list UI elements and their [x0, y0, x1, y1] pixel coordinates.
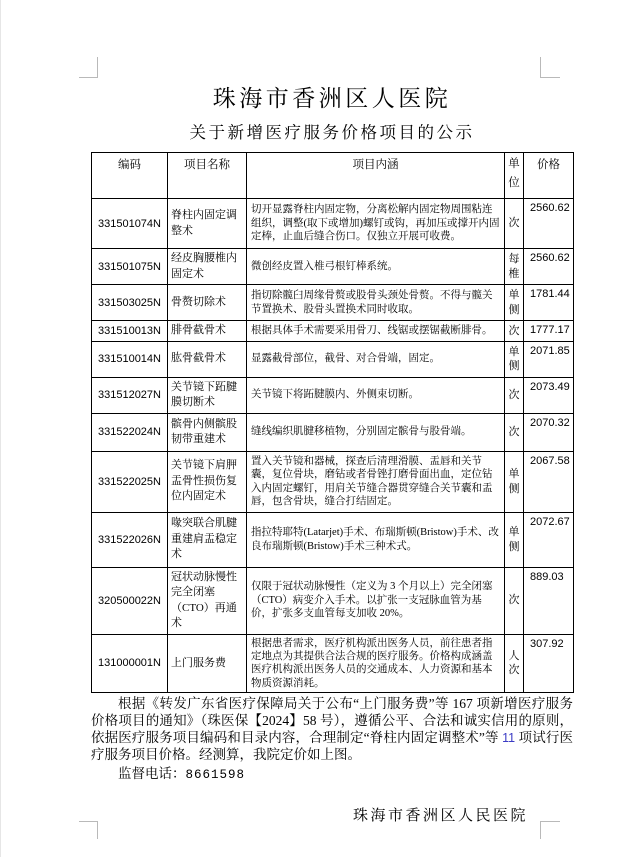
name-cell: 经皮胸腰椎内固定术 — [168, 249, 247, 285]
content-cell: 显露截骨部位，截骨、对合骨端，固定。 — [247, 341, 505, 377]
header-name: 项目名称 — [168, 153, 247, 199]
name-cell: 骨赘切除术 — [168, 285, 247, 321]
content-cell: 指切除髋臼周缘骨赘或股骨头颈处骨赘。不得与髋关节置换术、股骨头置换术同时收取。 — [247, 285, 505, 321]
content-cell: 关节镜下将跖腱膜内、外侧束切断。 — [247, 377, 505, 413]
name-cell: 冠状动脉慢性完全闭塞（CTO）再通术 — [168, 567, 247, 634]
unit-cell: 每椎 — [505, 249, 524, 285]
name-cell: 腓骨截骨术 — [168, 321, 247, 342]
code-cell: 331501075N — [92, 249, 168, 285]
page-subtitle: 关于新增医疗服务价格项目的公示 — [189, 123, 475, 142]
unit-cell: 次 — [505, 199, 524, 249]
code-cell: 331522025N — [92, 451, 168, 512]
content-cell: 根据具体手术需要采用骨刀、线锯或摆锯截断腓骨。 — [247, 321, 505, 342]
content-cell: 仅限于冠状动脉慢性（定义为 3 个月以上）完全闭塞（CTO）病变介入手术。以扩张一支冠脉血管为基价，扩张多支血管每支加收 20%。 — [247, 567, 505, 634]
name-cell: 脊柱内固定调整术 — [168, 199, 247, 249]
price-table — [91, 152, 574, 693]
footer-paragraph — [91, 696, 573, 763]
unit-cell: 次 — [505, 377, 524, 413]
code-cell: 331512027N — [92, 377, 168, 413]
header-price: 价格 — [524, 153, 574, 199]
unit-cell: 次 — [505, 567, 524, 634]
header-unit: 单位 — [505, 153, 524, 199]
footer-text-after: 项试行医疗服务项目价格。经测算，我院定价如上图。 — [91, 729, 573, 762]
header-content: 项目内涵 — [247, 153, 505, 199]
unit-cell: 人次 — [505, 634, 524, 693]
unit-cell: 次 — [505, 321, 524, 342]
content-cell: 切开显露脊柱内固定物，分离松解内固定物周围粘连组织，调整(取下或增加)螺钉或钩，再加压或撑开内固定棒，止血后缝合伤口。仅独立开展可收费。 — [247, 199, 505, 249]
price-cell: 2067.58 — [524, 451, 574, 512]
phone-number: 8661598 — [185, 768, 246, 783]
price-cell: 2072.67 — [524, 512, 574, 567]
code-cell: 131000001N — [92, 634, 168, 693]
table-row — [92, 377, 574, 413]
unit-cell: 单侧 — [505, 512, 524, 567]
name-cell: 喙突联合肌腱重建肩盂稳定术 — [168, 512, 247, 567]
price-cell: 2560.62 — [524, 199, 574, 249]
highlighted-item-count: 11 — [502, 730, 516, 745]
price-cell: 1781.44 — [524, 285, 574, 321]
table-row — [92, 567, 574, 634]
table-row — [92, 634, 574, 693]
price-cell: 889.03 — [524, 567, 574, 634]
header-code: 编码 — [92, 153, 168, 199]
unit-cell: 单侧 — [505, 341, 524, 377]
page-title: 珠海市香洲区人医院 — [212, 86, 452, 111]
price-cell: 2073.49 — [524, 377, 574, 413]
code-cell: 331522024N — [92, 413, 168, 451]
table-row — [92, 451, 574, 512]
table-row — [92, 199, 574, 249]
code-cell: 320500022N — [92, 567, 168, 634]
name-cell: 髌骨内侧髌股韧带重建术 — [168, 413, 247, 451]
name-cell: 关节镜下肩胛盂骨性损伤复位内固定术 — [168, 451, 247, 512]
table-row — [92, 512, 574, 567]
page-left-edge — [0, 0, 1, 857]
document-content — [91, 0, 573, 826]
code-cell: 331503025N — [92, 285, 168, 321]
unit-cell: 单侧 — [505, 285, 524, 321]
unit-cell: 单侧 — [505, 451, 524, 512]
table-row — [92, 341, 574, 377]
code-cell: 331501074N — [92, 199, 168, 249]
table-row — [92, 285, 574, 321]
code-cell: 331510014N — [92, 341, 168, 377]
unit-cell: 次 — [505, 413, 524, 451]
content-cell: 置入关节镜和器械，探查后清理滑膜、盂唇和关节囊，复位骨块，磨钻或者骨锉打磨骨面出血，定位钻入内固定螺钉，用肩关节缝合器贯穿缝合关节囊和盂唇，包含骨块，缝合打结固定。 — [247, 451, 505, 512]
content-cell: 微创经皮置入椎弓根钉棒系统。 — [247, 249, 505, 285]
content-cell: 指拉特耶特(Latarjet)手术、布瑞斯顿(Bristow)手术、改良布瑞斯顿(Bristow)手术三种术式。 — [247, 512, 505, 567]
price-cell: 2560.62 — [524, 249, 574, 285]
table-row — [92, 249, 574, 285]
name-cell: 上门服务费 — [168, 634, 247, 693]
price-cell: 2071.85 — [524, 341, 574, 377]
code-cell: 331510013N — [92, 321, 168, 342]
content-cell: 根据患者需求，医疗机构派出医务人员，前往患者指定地点为其提供合法合规的医疗服务。价格构成涵盖医疗机构派出医务人员的交通成本、人力资源和基本物质资源消耗。 — [247, 634, 505, 693]
name-cell: 关节镜下跖腱膜切断术 — [168, 377, 247, 413]
price-cell: 1777.17 — [524, 321, 574, 342]
phone-label: 监督电话： — [118, 766, 186, 782]
code-cell: 331522026N — [92, 512, 168, 567]
name-cell: 肱骨截骨术 — [168, 341, 247, 377]
footer-text-before: 根据《转发广东省医疗保障局关于公布“上门服务费”等 167 项新增医疗服务价格项目的通知》（珠医保【2024】58 号），遵循公平、合法和诚实信用的原则，依据医疗服务项目编码和目录内容，合理制定“脊柱内固定调整术”等 — [91, 696, 573, 745]
table-row — [92, 321, 574, 342]
price-cell: 2070.32 — [524, 413, 574, 451]
table-row — [92, 413, 574, 451]
table-header-row — [92, 153, 574, 199]
hospital-signature: 珠海市香洲区人民医院 — [352, 808, 528, 825]
content-cell: 缝线编织肌腱移植物，分别固定髌骨与股骨端。 — [247, 413, 505, 451]
price-cell: 307.92 — [524, 634, 574, 693]
supervision-phone-line — [91, 765, 573, 784]
